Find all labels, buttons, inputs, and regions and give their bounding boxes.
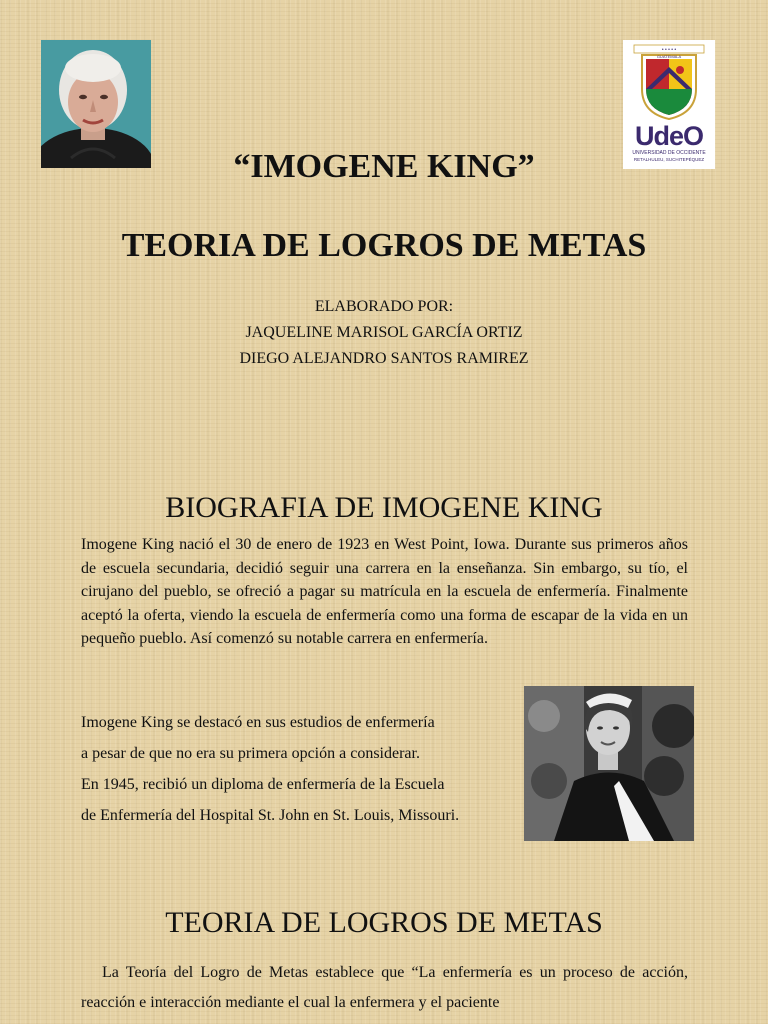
biography-line: Imogene King se destacó en sus estudios de enfermería [81,714,435,731]
page-title: “IMOGENE KING” [233,148,535,185]
logo-location: RETALHULEU, SUCHITEPÉQUEZ [633,157,705,162]
biography-line: de Enfermería del Hospital St. John en St. Louis, Missouri. [81,807,460,824]
photo-imogene-king-young [524,686,694,841]
credits-label: ELABORADO POR: [314,298,454,315]
author-name: JAQUELINE MARISOL GARCÍA ORTIZ [245,324,523,341]
biography-lines [81,711,511,835]
udeo-shield-icon [632,43,706,121]
biography-line: a pesar de que no era su primera opción a considerar. [81,745,420,762]
photo-young-image [524,686,694,841]
svg-text:• • • • •: • • • • • [661,47,677,53]
biography-line: En 1945, recibió un diploma de enfermería de la Escuela [81,776,445,793]
credits-block [0,294,768,372]
logo-name: UdeO [634,121,703,151]
logo-subtitle: UNIVERSIDAD DE OCCIDENTE [632,150,706,156]
theory-heading: TEORIA DE LOGROS DE METAS [165,906,603,939]
page-subtitle: TEORIA DE LOGROS DE METAS [121,227,647,264]
author-name: DIEGO ALEJANDRO SANTOS RAMIREZ [239,350,529,367]
biography-heading: BIOGRAFIA DE IMOGENE KING [165,491,603,524]
biography-paragraph: Imogene King nació el 30 de enero de 1923 en West Point, Iowa. Durante sus primeros años de escuela secundaria, decidió seguir una carrera en la enseñanza. Sin embargo, su tío, el cirujano del pueblo, se ofreció a pagar su matrícula en la escuela de enfermería. Finalmente aceptó la oferta, viendo la escuela de enfermería como una forma de escapar de la vida en un pequeño pueblo. Así comenzó su notable carrera en enfermería. [81,536,688,647]
theory-paragraph: La Teoría del Logro de Metas establece que “La enfermería es un proceso de acción, reacción e interacción mediante el cual la enfermera y el paciente [81,964,688,1011]
logo-shield-text: GUATEMALA [656,54,682,59]
